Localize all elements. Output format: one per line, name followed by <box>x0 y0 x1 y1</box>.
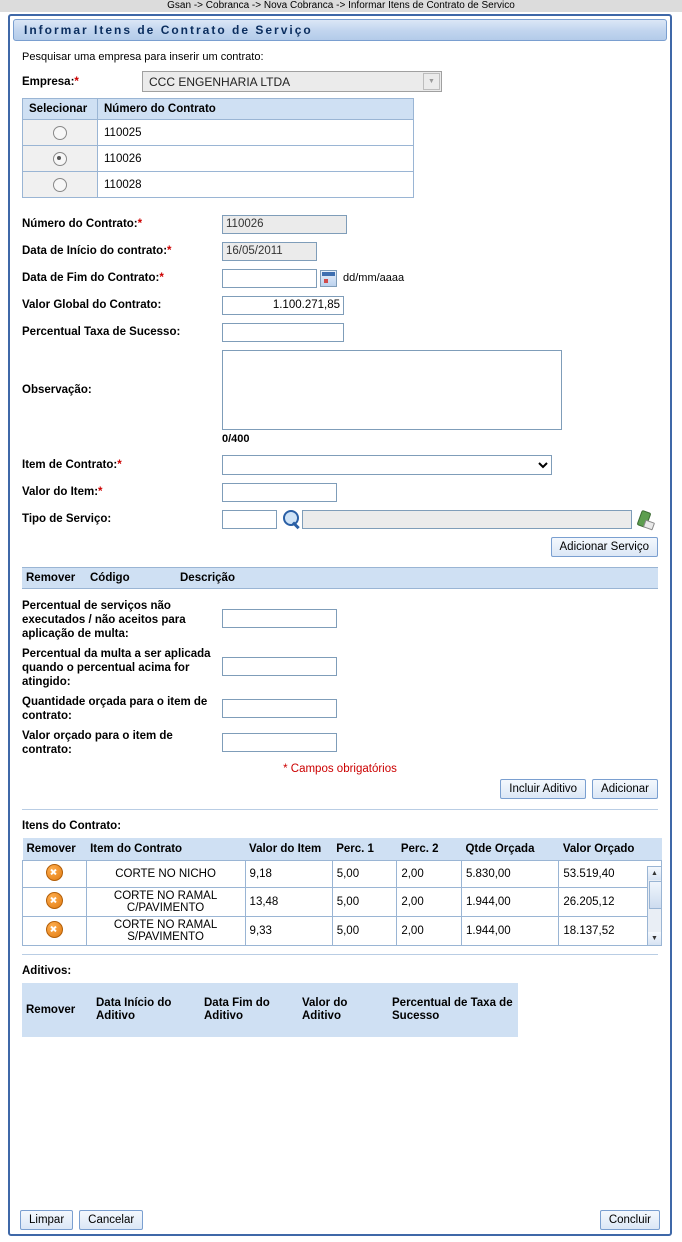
percentual-multa-row <box>22 599 658 641</box>
item-contrato-label-text: Item de Contrato: <box>22 459 118 471</box>
remove-cell[interactable] <box>23 888 87 917</box>
data-inicio-input[interactable] <box>222 242 317 261</box>
chevron-down-icon: ▼ <box>423 73 440 90</box>
adicionar-button[interactable]: Adicionar <box>592 779 658 799</box>
numero-contrato-row <box>22 212 658 236</box>
calendar-icon[interactable] <box>320 270 337 287</box>
quantidade-orcada-label: Quantidade orçada para o item de contrato: <box>22 696 208 722</box>
observacao-row <box>22 350 658 430</box>
percentual-taxa-sucesso-row <box>22 320 658 344</box>
valor-global-label: Valor Global do Contrato: <box>22 299 162 311</box>
tipo-servico-descricao-input[interactable] <box>302 510 632 529</box>
data-inicio-label <box>22 245 222 257</box>
data-inicio-row <box>22 239 658 263</box>
itens-header-valor-orcado: Valor Orçado <box>559 838 662 861</box>
scroll-up-icon[interactable]: ▲ <box>648 867 661 880</box>
aditivos-header-percentual: Percentual de Taxa de Sucesso <box>388 983 518 1037</box>
item-cell: CORTE NO RAMAL S/PAVIMENTO <box>86 917 245 946</box>
valor-orcado-row <box>22 729 658 757</box>
remove-icon[interactable] <box>46 892 63 909</box>
item-cell: CORTE NO NICHO <box>86 861 245 888</box>
scroll-down-icon[interactable]: ▼ <box>648 932 661 945</box>
qtde-cell: 1.944,00 <box>461 888 558 917</box>
percentual-taxa-sucesso-label: Percentual Taxa de Sucesso: <box>22 326 181 338</box>
concluir-button[interactable]: Concluir <box>600 1210 660 1230</box>
valor-item-cell: 9,18 <box>245 861 332 888</box>
data-fim-input[interactable] <box>222 269 317 288</box>
limpar-button[interactable]: Limpar <box>20 1210 73 1230</box>
itens-header-row <box>23 838 662 861</box>
data-fim-required-mark: * <box>159 272 164 284</box>
numero-contrato-required-mark: * <box>137 218 143 230</box>
itens-header-perc1: Perc. 1 <box>332 838 397 861</box>
contract-radio-110025[interactable] <box>53 126 67 140</box>
empresa-label <box>22 76 142 88</box>
percentual-taxa-sucesso-input[interactable] <box>222 323 344 342</box>
table-row <box>23 917 662 946</box>
search-icon[interactable] <box>281 509 302 530</box>
item-contrato-row <box>22 453 658 477</box>
table-row[interactable] <box>23 172 414 198</box>
valor-item-label <box>22 486 222 498</box>
percentual-multa-aplicada-input[interactable] <box>222 657 337 676</box>
remove-icon[interactable] <box>46 921 63 938</box>
empresa-label-text: Empresa: <box>22 75 75 88</box>
table-row[interactable] <box>23 146 414 172</box>
aditivos-header-valor: Valor do Aditivo <box>298 983 388 1037</box>
qtde-cell: 1.944,00 <box>461 917 558 946</box>
data-inicio-required-mark: * <box>167 245 172 257</box>
percentual-multa-input[interactable] <box>222 609 337 628</box>
perc1-cell: 5,00 <box>332 917 397 946</box>
contract-radio-110026[interactable] <box>53 152 67 166</box>
servicos-header-codigo: Código <box>90 572 130 584</box>
item-contrato-label <box>22 459 222 471</box>
campos-obrigatorios-note: * Campos obrigatórios <box>283 763 397 775</box>
itens-header-qtde: Qtde Orçada <box>461 838 558 861</box>
percentual-multa-aplicada-row <box>22 647 658 689</box>
table-row[interactable] <box>23 120 414 146</box>
valor-item-cell: 13,48 <box>245 888 332 917</box>
item-contrato-select[interactable] <box>222 455 552 475</box>
table-row <box>23 861 662 888</box>
numero-contrato-label-text: Número do Contrato: <box>22 218 138 230</box>
remove-icon[interactable] <box>46 864 63 881</box>
aditivos-header-data-fim: Data Fim do Aditivo <box>200 983 298 1037</box>
numero-contrato-label <box>22 218 222 230</box>
valor-orcado-label: Valor orçado para o item de contrato: <box>22 730 173 756</box>
perc2-cell: 2,00 <box>397 888 462 917</box>
percentual-multa-label: Percentual de serviços não executados / não aceitos para aplicação de multa: <box>22 600 186 640</box>
window-title-bar <box>13 19 667 41</box>
item-cell: CORTE NO RAMAL C/PAVIMENTO <box>86 888 245 917</box>
main-frame <box>8 14 672 1236</box>
quantidade-orcada-input[interactable] <box>222 699 337 718</box>
table-row <box>23 888 662 917</box>
valor-item-label-text: Valor do Item: <box>22 486 99 498</box>
perc1-cell: 5,00 <box>332 888 397 917</box>
eraser-icon[interactable] <box>636 509 656 529</box>
contract-numero-cell: 110025 <box>98 120 414 146</box>
contract-numero-cell: 110026 <box>98 146 414 172</box>
valor-orcado-input[interactable] <box>222 733 337 752</box>
contract-header-selecionar: Selecionar <box>23 99 98 120</box>
empresa-selected-value: CCC ENGENHARIA LTDA <box>149 74 291 89</box>
divider <box>22 809 658 810</box>
servicos-header-bar <box>22 567 658 589</box>
itens-contrato-table <box>22 838 662 946</box>
empresa-row <box>22 71 658 92</box>
quantidade-orcada-row <box>22 695 658 723</box>
valor-item-input[interactable] <box>222 483 337 502</box>
observacao-textarea[interactable] <box>222 350 562 430</box>
itens-header-valor-item: Valor do Item <box>245 838 332 861</box>
itens-contrato-wrap <box>22 838 662 946</box>
aditivos-title: Aditivos: <box>22 965 72 977</box>
remove-cell[interactable] <box>23 917 87 946</box>
data-fim-label-text: Data de Fim do Contrato: <box>22 272 160 284</box>
perc2-cell: 2,00 <box>397 917 462 946</box>
footer-buttons <box>10 1210 670 1230</box>
tipo-servico-code-input[interactable] <box>222 510 277 529</box>
contract-numero-cell: 110028 <box>98 172 414 198</box>
observacao-label: Observação: <box>22 384 92 396</box>
contract-table-header-row <box>23 99 414 120</box>
valor-global-input[interactable] <box>222 296 344 315</box>
empresa-required-mark: * <box>74 75 79 88</box>
aditivos-header-row <box>22 983 518 1037</box>
contract-header-numero: Número do Contrato <box>98 99 414 120</box>
percentual-multa-aplicada-label: Percentual da multa a ser aplicada quando o percentual acima for atingido: <box>22 648 211 688</box>
data-fim-label <box>22 272 222 284</box>
intro-text: Pesquisar uma empresa para inserir um contrato: <box>22 51 264 63</box>
contract-radio-110028[interactable] <box>53 178 67 192</box>
aditivos-header-data-inicio: Data Início do Aditivo <box>92 983 200 1037</box>
cancelar-button[interactable]: Cancelar <box>79 1210 143 1230</box>
aditivos-table <box>22 983 518 1037</box>
valor-orcado-cell: 18.137,52 <box>559 917 662 946</box>
aditivo-buttons-row <box>22 779 658 799</box>
itens-header-remover: Remover <box>23 838 87 861</box>
data-fim-row <box>22 266 658 290</box>
numero-contrato-input[interactable] <box>222 215 347 234</box>
incluir-aditivo-button[interactable]: Incluir Aditivo <box>500 779 586 799</box>
itens-contrato-title: Itens do Contrato: <box>22 820 122 832</box>
adicionar-servico-button[interactable]: Adicionar Serviço <box>551 537 658 557</box>
perc2-cell: 2,00 <box>397 861 462 888</box>
servicos-header-remover: Remover <box>26 572 76 584</box>
valor-orcado-cell: 26.205,12 <box>559 888 662 917</box>
itens-header-perc2: Perc. 2 <box>397 838 462 861</box>
data-inicio-label-text: Data de Início do contrato: <box>22 245 168 257</box>
valor-item-cell: 9,33 <box>245 917 332 946</box>
contract-selection-table <box>22 98 414 198</box>
data-fim-format-hint: dd/mm/aaaa <box>343 272 405 284</box>
adicionar-servico-row <box>22 537 658 557</box>
observacao-counter: 0/400 <box>222 433 250 445</box>
empresa-select[interactable] <box>142 71 442 92</box>
form-content <box>10 41 670 1037</box>
contract-radio-cell[interactable] <box>23 172 98 198</box>
item-contrato-required-mark: * <box>117 459 122 471</box>
remove-cell[interactable] <box>23 861 87 888</box>
contract-radio-cell[interactable] <box>23 146 98 172</box>
valor-global-row <box>22 293 658 317</box>
valor-item-row <box>22 480 658 504</box>
qtde-cell: 5.830,00 <box>461 861 558 888</box>
valor-item-required-mark: * <box>98 486 103 498</box>
valor-orcado-cell: 53.519,40 <box>559 861 662 888</box>
itens-header-item: Item do Contrato <box>86 838 245 861</box>
divider-2 <box>22 954 658 955</box>
scroll-thumb[interactable] <box>649 881 662 909</box>
breadcrumb: Gsan -> Cobranca -> Nova Cobranca -> Informar Itens de Contrato de Servico <box>0 0 682 12</box>
itens-scrollbar[interactable] <box>647 866 662 946</box>
perc1-cell: 5,00 <box>332 861 397 888</box>
servicos-header-descricao: Descrição <box>180 572 235 584</box>
page-title: Informar Itens de Contrato de Serviço <box>24 23 313 37</box>
tipo-servico-label: Tipo de Serviço: <box>22 513 112 525</box>
tipo-servico-row <box>22 507 658 531</box>
aditivos-header-remover: Remover <box>22 983 92 1037</box>
contract-radio-cell[interactable] <box>23 120 98 146</box>
